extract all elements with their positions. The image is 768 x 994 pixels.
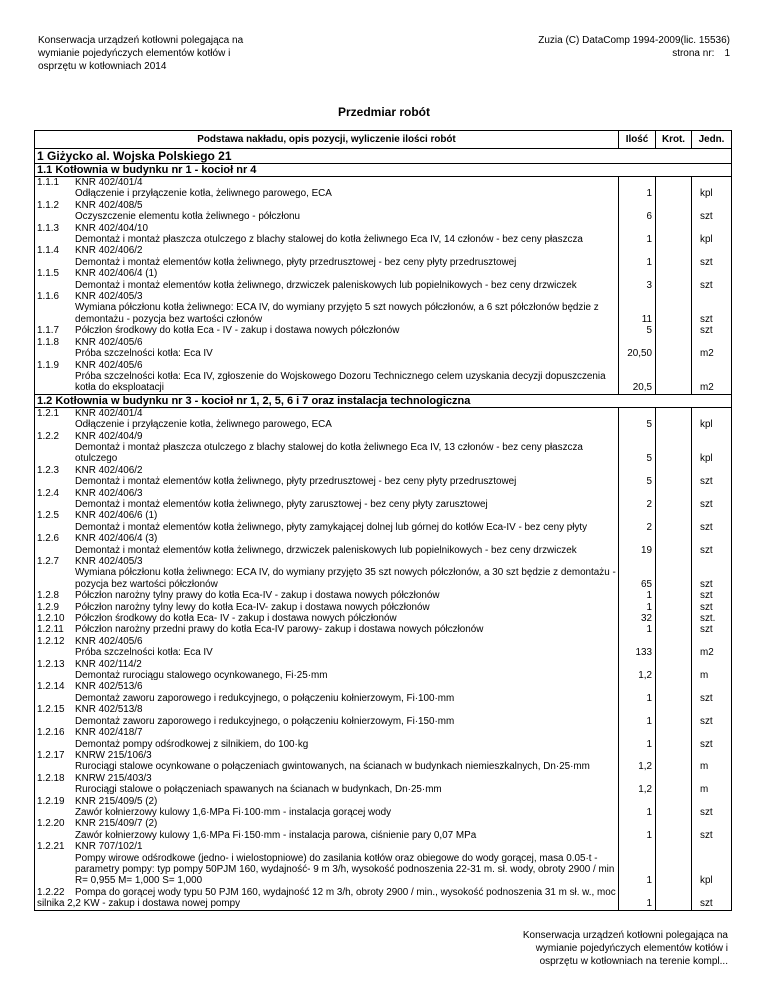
item-unit: szt: [692, 624, 732, 635]
item-number: 1.2.12: [37, 635, 65, 647]
table-row: [35, 613, 732, 624]
item-description-cell: [35, 488, 619, 511]
item-quantity: 1: [619, 245, 656, 268]
item-multiplier: [656, 223, 692, 246]
table-row: [35, 773, 732, 796]
header-left-line: Konserwacja urządzeń kotłowni polegająca na: [38, 35, 244, 46]
item-code: KNR 402/408/5: [75, 199, 143, 211]
item-code: KNR 402/405/3: [75, 291, 143, 303]
item-unit: m: [692, 773, 732, 796]
item-multiplier: [656, 796, 692, 819]
item-multiplier: [656, 488, 692, 511]
item-number: 1.1.2: [37, 199, 59, 211]
item-code: KNR 402/406/3: [75, 487, 143, 499]
item-description-cell: [35, 590, 619, 601]
item-quantity: 1: [619, 590, 656, 601]
item-unit: m: [692, 659, 732, 682]
section-row: [35, 149, 732, 164]
item-description: Półczłon środkowy do kotła Eca - IV - zakup i dostawa nowych półczłonów: [75, 325, 400, 337]
item-code: KNR 402/406/2: [75, 464, 143, 476]
item-code: KNR 707/102/1: [75, 841, 143, 853]
item-unit: szt: [692, 704, 732, 727]
item-multiplier: [656, 337, 692, 360]
item-description: Półczłon narożny tylny prawy do kotła Eca-IV - zakup i dostawa nowych półczłonów: [75, 590, 440, 602]
page-number: 1: [724, 48, 730, 59]
item-description: Oczyszczenie elementu kotła żeliwnego - półczłonu: [75, 211, 301, 223]
item-description: Demontaż rurociągu stalowego ocynkowanego, Fi·25·mm: [75, 670, 328, 682]
table-row: [35, 223, 732, 246]
table-row: [35, 407, 732, 430]
item-code: KNRW 215/403/3: [75, 772, 152, 784]
item-code: KNR 402/405/6: [75, 359, 143, 371]
item-description: Półczłon środkowy do kotła Eca- IV - zakup i dostawa nowych półczłonów: [75, 613, 397, 625]
item-quantity: 1: [619, 681, 656, 704]
item-description: Odłączenie i przyłączenie kotła, żeliwnego parowego, ECA: [75, 419, 332, 431]
item-code: KNR 402/401/4: [75, 177, 143, 188]
page-label: strona nr:: [672, 48, 715, 59]
item-number: 1.2.16: [37, 727, 65, 739]
item-description: Demontaż pompy odśrodkowej z silnikiem, do 100·kg: [75, 738, 309, 750]
col-header-unit: Jedn.: [692, 131, 732, 149]
item-multiplier: [656, 465, 692, 488]
item-unit: kpl: [692, 223, 732, 246]
item-quantity: 1,2: [619, 750, 656, 773]
item-code: KNR 402/114/2: [75, 658, 142, 670]
item-number: 1.2.14: [37, 681, 65, 693]
section-title: 1 Giżycko al. Wojska Polskiego 21: [35, 149, 732, 164]
item-description: Odłączenie i przyłączenie kotła, żeliwnego parowego, ECA: [75, 188, 332, 200]
table-row: [35, 245, 732, 268]
table-row: [35, 337, 732, 360]
item-code: KNR 402/405/6: [75, 336, 143, 348]
table-row: [35, 681, 732, 704]
item-multiplier: [656, 624, 692, 635]
table-row: [35, 533, 732, 556]
item-description: Półczłon narożny przedni prawy do kotła Eca-IV parowy- zakup i dostawa nowych półczłonów: [75, 624, 484, 636]
page-title: Przedmiar robót: [337, 105, 430, 119]
item-multiplier: [656, 556, 692, 590]
item-description-cell: [35, 750, 619, 773]
item-unit: m2: [692, 337, 732, 360]
item-quantity: 1: [619, 624, 656, 635]
table-row: [35, 602, 732, 613]
item-description: Rurociągi stalowe ocynkowane o połączeniach gwintowanych, na ścianach w budynkach niemieszkalnych, Dn·25·mm: [75, 761, 590, 773]
item-unit: kpl: [692, 177, 732, 200]
item-quantity: 32: [619, 613, 656, 624]
item-code: KNR 402/404/9: [75, 430, 143, 442]
table-row: [35, 360, 732, 395]
item-multiplier: [656, 841, 692, 887]
item-code: KNR 402/406/2: [75, 245, 143, 257]
item-code: KNR 402/406/4 (1): [75, 268, 158, 280]
item-description-cell: [35, 291, 619, 325]
item-multiplier: [656, 177, 692, 200]
item-description-cell: [35, 431, 619, 465]
item-description-cell: [35, 337, 619, 360]
item-code: KNR 402/406/4 (3): [75, 533, 158, 545]
table-row: [35, 624, 732, 635]
item-unit: szt: [692, 465, 732, 488]
item-quantity: 1: [619, 223, 656, 246]
item-number: 1.2.20: [37, 818, 65, 830]
item-number: 1.2.3: [37, 464, 59, 476]
item-unit: szt: [692, 796, 732, 819]
item-quantity: 1,2: [619, 773, 656, 796]
item-multiplier: [656, 325, 692, 336]
item-quantity: 1: [619, 841, 656, 887]
item-description-cell: [35, 659, 619, 682]
item-unit: szt: [692, 510, 732, 533]
col-header-description: Podstawa nakładu, opis pozycji, wyliczenie ilości robót: [35, 131, 619, 149]
item-multiplier: [656, 533, 692, 556]
item-description: Próba szczelności kotła: Eca IV: [75, 348, 213, 360]
item-number: 1.2.15: [37, 704, 65, 716]
table-row: [35, 510, 732, 533]
table-row: [35, 727, 732, 750]
item-unit: szt: [692, 590, 732, 601]
item-multiplier: [656, 291, 692, 325]
item-multiplier: [656, 200, 692, 223]
item-unit: szt: [692, 325, 732, 336]
item-number: 1.2.21: [37, 841, 65, 853]
item-description: Zawór kołnierzowy kulowy 1,6·MPa Fi·100·mm - instalacja gorącej wody: [75, 806, 392, 818]
item-description-cell: [35, 325, 619, 336]
table-row: [35, 488, 732, 511]
item-multiplier: [656, 636, 692, 659]
item-description-cell: [35, 533, 619, 556]
item-number: 1.2.9: [37, 601, 59, 613]
item-unit: m2: [692, 636, 732, 659]
item-description: Demontaż i montaż elementów kotła żeliwnego, drzwiczek paleniskowych lub popielnikowych - bez ceny drzwiczek: [75, 544, 577, 556]
item-description-cell: [35, 704, 619, 727]
item-description-cell: [35, 773, 619, 796]
item-unit: szt: [692, 533, 732, 556]
table-row: [35, 431, 732, 465]
item-description-cell: [35, 841, 619, 887]
item-number: 1.2.8: [37, 590, 59, 602]
item-quantity: 1: [619, 704, 656, 727]
item-unit: szt: [692, 291, 732, 325]
item-multiplier: [656, 727, 692, 750]
item-description: Demontaż zaworu zaporowego i redukcyjnego, o połączeniu kołnierzowym, Fi·100·mm: [75, 692, 455, 704]
item-description: Próba szczelności kotła: Eca IV, zgłoszenie do Wojskowego Dozoru Technicznego celem uzyskania decyzji dopuszczenia kotła do eksploatacji: [75, 370, 606, 394]
item-number: 1.1.5: [37, 268, 59, 280]
item-quantity: 5: [619, 325, 656, 336]
item-description-cell: [35, 727, 619, 750]
item-number: 1.2.13: [37, 658, 65, 670]
item-number: 1.2.17: [37, 749, 65, 761]
item-unit: szt: [692, 727, 732, 750]
item-quantity: 1: [619, 602, 656, 613]
item-number: 1.2.4: [37, 487, 59, 499]
item-number: 1.2.11: [37, 624, 64, 636]
item-description-cell: [35, 624, 619, 635]
item-quantity: 1: [619, 796, 656, 819]
item-description: Zawór kołnierzowy kulowy 1,6·MPa Fi·150·mm - instalacja parowa, ciśnienie pary 0,07 MPa: [75, 829, 477, 841]
item-quantity: 6: [619, 200, 656, 223]
item-number: 1.1.7: [37, 325, 59, 337]
item-quantity: 1: [619, 727, 656, 750]
item-description: Demontaż i montaż płaszcza otulczego z blachy stalowej do kotła żeliwnego Eca IV, 13 członów - bez ceny płaszcza otulczego: [75, 441, 583, 465]
item-unit: szt: [692, 245, 732, 268]
table-row: [35, 796, 732, 819]
item-multiplier: [656, 818, 692, 841]
item-quantity: 65: [619, 556, 656, 590]
item-code: KNR 402/406/6 (1): [75, 510, 158, 522]
item-multiplier: [656, 431, 692, 465]
item-description: Demontaż i montaż elementów kotła żeliwnego, płyty zamykającej dolnej lub górnej do kotłów Eca-IV - bez ceny płyty: [75, 521, 588, 533]
item-quantity: 1: [619, 177, 656, 200]
item-multiplier: [656, 245, 692, 268]
page-indicator: [490, 47, 730, 60]
table-row: [35, 590, 732, 601]
item-description-cell: [35, 681, 619, 704]
item-description-cell: [35, 177, 619, 200]
item-description-cell: [35, 556, 619, 590]
item-number: 1.2.18: [37, 772, 65, 784]
item-number: 1.2.7: [37, 556, 59, 567]
item-quantity: 20,5: [619, 360, 656, 395]
item-description: Pompy wirowe odśrodkowe (jedno- i wielostopniowe) do zasilania kotłów oraz obiegowe do wody gorącej, masa 0.05·t - parametry pompy: typ pompy 50PJM 160, wydajność- 9 m 3/h, wysokość podnoszenia 22-31 m. sł. wody, obroty 2900 / min R= 0,955 M= 1,000 S= 1,000: [75, 852, 615, 887]
item-description-cell: [35, 360, 619, 395]
item-multiplier: [656, 360, 692, 395]
document-footer: [468, 929, 728, 968]
item-unit: szt: [692, 887, 732, 910]
item-description-cell: [35, 613, 619, 624]
item-unit: szt.: [692, 613, 732, 624]
item-description: Rurociągi stalowe o połączeniach spawanych na ścianach w budynkach, Dn·25·mm: [75, 784, 442, 796]
item-multiplier: [656, 773, 692, 796]
table-row: [35, 841, 732, 887]
item-number: 1.2.1: [37, 407, 59, 419]
item-quantity: 19: [619, 533, 656, 556]
table-row: [35, 268, 732, 291]
item-multiplier: [656, 659, 692, 682]
item-description-cell: [35, 245, 619, 268]
item-description: Próba szczelności kotła: Eca IV: [75, 647, 213, 659]
item-code: KNR 402/405/6: [75, 635, 143, 647]
item-description-cell: [35, 796, 619, 819]
item-multiplier: [656, 613, 692, 624]
item-unit: szt: [692, 268, 732, 291]
item-description: Pompa do gorącej wody typu 50 PJM 160, wydajność 12 m 3/h, obroty 2900 / min., wysokość podnoszenia 31 m sł. w., moc silnika 2,2 KW - zakup i dostawa nowej pompy: [37, 886, 616, 910]
item-description: Półczłon narożny tylny lewy do kotła Eca-IV- zakup i dostawa nowych półczłonów: [75, 601, 430, 613]
item-unit: szt: [692, 681, 732, 704]
table-row: [35, 325, 732, 336]
item-quantity: 2: [619, 510, 656, 533]
item-multiplier: [656, 602, 692, 613]
item-quantity: 1: [619, 818, 656, 841]
item-number: 1.2.6: [37, 533, 59, 545]
item-description-cell: [35, 223, 619, 246]
item-code: KNR 402/418/7: [75, 727, 143, 739]
item-multiplier: [656, 681, 692, 704]
item-number: 1.2.22: [37, 886, 65, 898]
item-multiplier: [656, 887, 692, 910]
item-description-cell: [35, 818, 619, 841]
item-description: Demontaż zaworu zaporowego i redukcyjnego, o połączeniu kołnierzowym, Fi·150·mm: [75, 715, 455, 727]
col-header-quantity: Ilość: [619, 131, 656, 149]
item-unit: szt: [692, 602, 732, 613]
item-number: 1.1.3: [37, 222, 59, 234]
item-code: KNR 402/401/4: [75, 407, 143, 419]
software-credit: Zuzia (C) DataComp 1994-2009(lic. 15536): [538, 35, 730, 46]
item-number: 1.1.1: [37, 177, 59, 188]
item-multiplier: [656, 268, 692, 291]
header-left-line: osprzętu w kotłowniach 2014: [38, 61, 167, 72]
subsection-row: [35, 164, 732, 177]
item-code: KNR 402/513/8: [75, 704, 143, 716]
item-description-cell: [35, 887, 619, 910]
item-quantity: 11: [619, 291, 656, 325]
item-unit: szt: [692, 818, 732, 841]
item-quantity: 5: [619, 465, 656, 488]
item-description-cell: [35, 407, 619, 430]
item-unit: m: [692, 750, 732, 773]
bill-of-quantities-table: [34, 130, 732, 911]
item-quantity: 3: [619, 268, 656, 291]
item-code: KNRW 215/106/3: [75, 749, 152, 761]
item-description: Demontaż i montaż elementów kotła żeliwnego, płyty przedrusztowej - bez ceny płyty przedrusztowej: [75, 476, 517, 488]
item-quantity: 133: [619, 636, 656, 659]
item-number: 1.2.2: [37, 430, 59, 442]
item-code: KNR 402/404/10: [75, 222, 149, 234]
item-description-cell: [35, 602, 619, 613]
table-row: [35, 750, 732, 773]
footer-line: Konserwacja urządzeń kotłowni polegająca na: [522, 930, 728, 941]
document-header-left: [38, 34, 298, 73]
subsection-title: 1.2 Kotłownia w budynku nr 3 - kocioł nr 1, 2, 5, 6 i 7 oraz instalacja technologiczna: [35, 394, 732, 407]
item-number: 1.1.6: [37, 291, 59, 303]
table-row: [35, 636, 732, 659]
item-number: 1.2.19: [37, 795, 65, 807]
header-left-line: wymianie pojedyńczych elementów kotłów i: [38, 48, 231, 59]
table-row: [35, 177, 732, 200]
item-description-cell: [35, 200, 619, 223]
document-header-right: [490, 34, 730, 60]
item-unit: szt: [692, 200, 732, 223]
table-header-row: [35, 131, 732, 149]
table-row: [35, 291, 732, 325]
item-multiplier: [656, 510, 692, 533]
item-code: KNR 215/409/5 (2): [75, 795, 158, 807]
item-multiplier: [656, 590, 692, 601]
item-description-cell: [35, 510, 619, 533]
item-unit: szt: [692, 488, 732, 511]
item-description: Demontaż i montaż elementów kotła żeliwnego, płyty przedrusztowej - bez ceny płyty przedrusztowej: [75, 256, 517, 268]
table-row: [35, 556, 732, 590]
footer-line: osprzętu w kotłowniach na terenie kompl...: [539, 956, 728, 967]
item-number: 1.2.5: [37, 510, 59, 522]
item-unit: szt: [692, 556, 732, 590]
table-row: [35, 704, 732, 727]
item-description-cell: [35, 636, 619, 659]
col-header-multiplier: Krot.: [656, 131, 692, 149]
item-quantity: 1,2: [619, 659, 656, 682]
subsection-title: 1.1 Kotłownia w budynku nr 1 - kocioł nr 4: [35, 164, 732, 177]
item-code: KNR 402/513/6: [75, 681, 143, 693]
item-description: Wymiana półczłonu kotła żeliwnego: ECA IV, do wymiany przyjęto 5 szt nowych półczłonów, a 6 szt półczłonów będzie z demontażu - pozycja bez wartości członów: [75, 302, 599, 325]
item-description-cell: [35, 268, 619, 291]
item-description: Demontaż i montaż płaszcza otulczego z blachy stalowej do kotła żeliwnego Eca IV, 14 członów - bez ceny płaszcza: [75, 234, 583, 246]
table-row: [35, 465, 732, 488]
item-number: 1.1.8: [37, 336, 59, 348]
item-code: KNR 402/405/3: [75, 556, 143, 567]
item-description-cell: [35, 465, 619, 488]
item-quantity: 5: [619, 431, 656, 465]
item-quantity: 20,50: [619, 337, 656, 360]
table-row: [35, 659, 732, 682]
item-multiplier: [656, 407, 692, 430]
item-description: Wymiana półczłonu kotła żeliwnego: ECA IV, do wymiany przyjęto 35 szt nowych półczłonów, a 30 szt będzie z demontażu - pozycja bez wartości półczłonów: [75, 567, 616, 590]
item-multiplier: [656, 704, 692, 727]
item-quantity: 1: [619, 887, 656, 910]
item-quantity: 5: [619, 407, 656, 430]
item-number: 1.1.9: [37, 359, 59, 371]
footer-line: wymianie pojedyńczych elementów kotłów i: [535, 943, 728, 954]
item-code: KNR 215/409/7 (2): [75, 818, 158, 830]
subsection-row: [35, 394, 732, 407]
item-unit: kpl: [692, 407, 732, 430]
table-row: [35, 200, 732, 223]
item-description: Demontaż i montaż elementów kotła żeliwnego, płyty zarusztowej - bez ceny płyty zarusztowej: [75, 498, 488, 510]
table-row: [35, 887, 732, 910]
item-multiplier: [656, 750, 692, 773]
item-description: Demontaż i montaż elementów kotła żeliwnego, drzwiczek paleniskowych lub popielnikowych - bez ceny drzwiczek: [75, 279, 577, 291]
item-unit: m2: [692, 360, 732, 395]
table-row: [35, 818, 732, 841]
item-unit: kpl: [692, 431, 732, 465]
item-number: 1.2.10: [37, 613, 65, 625]
item-unit: kpl: [692, 841, 732, 887]
item-number: 1.1.4: [37, 245, 59, 257]
item-quantity: 2: [619, 488, 656, 511]
